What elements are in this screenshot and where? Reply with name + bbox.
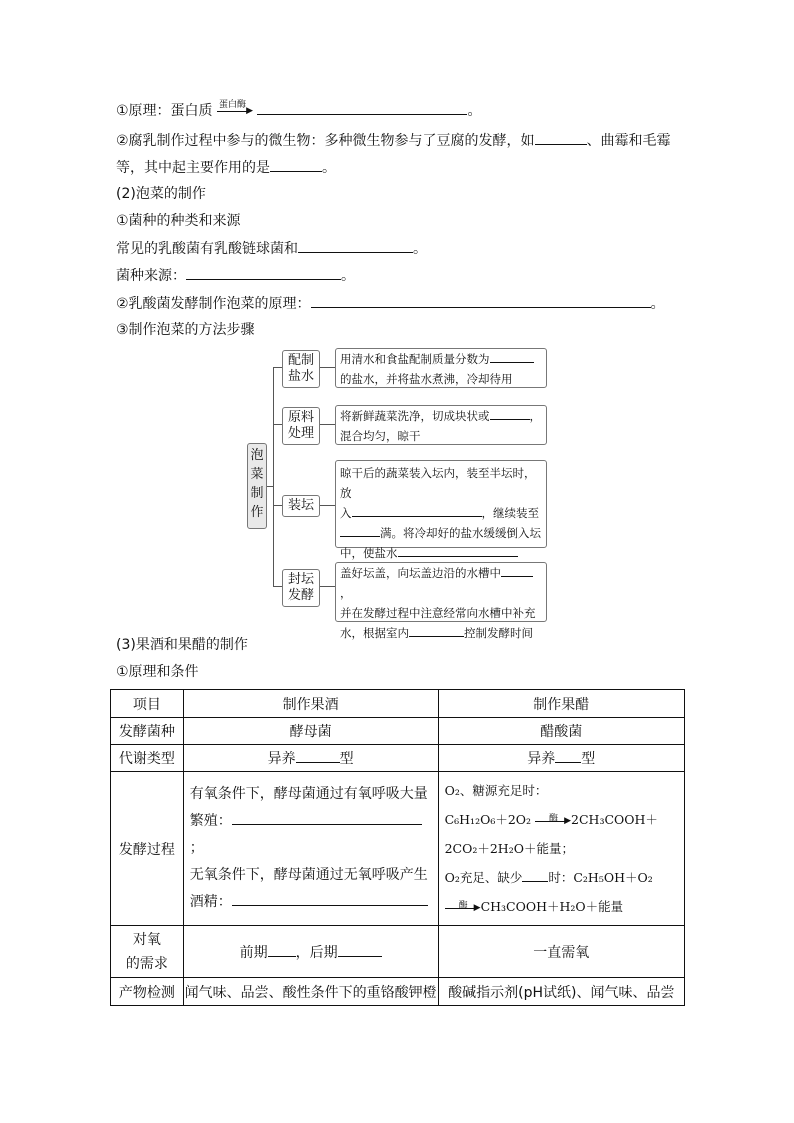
step-brine-desc bbox=[335, 348, 547, 388]
cell-text: ，后期 bbox=[295, 944, 338, 961]
section-heading: (3)果酒和果醋的制作 bbox=[116, 637, 248, 653]
step-jar bbox=[282, 495, 320, 517]
cell-text: 2CO₂＋2H₂O＋能量； bbox=[444, 841, 574, 856]
desc-text: 晾干后的蔬菜装入坛内，装至半坛时，放 bbox=[340, 466, 536, 500]
step-label: 封坛 bbox=[287, 572, 314, 587]
table-cell: 一直需氧 bbox=[438, 926, 684, 978]
table-cell: 酸碱指示剂(pH试纸)、闻气味、品尝 bbox=[438, 978, 684, 1006]
connector-line bbox=[320, 367, 335, 368]
answer-blank[interactable] bbox=[311, 293, 651, 308]
desc-text: 将新鲜蔬菜洗净，切成块状或 bbox=[340, 409, 490, 423]
arrow-label: 蛋白酶 bbox=[219, 100, 247, 110]
microbes-line-2 bbox=[116, 157, 336, 178]
table-cell: 发酵过程 bbox=[111, 772, 184, 926]
table-header-row bbox=[111, 690, 685, 718]
flow-root-box bbox=[247, 443, 267, 529]
step-label: 配制 bbox=[287, 353, 314, 368]
connector-line bbox=[273, 586, 282, 587]
desc-text: 混合均匀，晾干 bbox=[340, 429, 421, 443]
desc-text: ， bbox=[340, 586, 352, 600]
desc-text: 入 bbox=[340, 506, 352, 520]
table-cell bbox=[111, 926, 184, 978]
answer-blank[interactable] bbox=[535, 130, 587, 145]
desc-text: 满。将冷却好的盐水缓缓倒入坛 bbox=[380, 526, 541, 540]
desc-text: ， bbox=[529, 409, 541, 423]
subsection-heading: ①原理和条件 bbox=[116, 664, 199, 680]
step-material-desc bbox=[335, 405, 547, 445]
period: 。 bbox=[467, 103, 482, 119]
connector-line bbox=[273, 424, 282, 425]
step-label: 装坛 bbox=[287, 498, 314, 513]
step-seal bbox=[282, 569, 320, 607]
desc-text: 水，根据室内 bbox=[340, 626, 409, 640]
table-row bbox=[111, 926, 685, 978]
step-seal-desc bbox=[335, 562, 547, 640]
cell-text: O₂充足、缺少 bbox=[444, 870, 523, 885]
table-cell bbox=[183, 926, 438, 978]
subsection-heading: ①菌种的种类和来源 bbox=[116, 213, 241, 229]
desc-text: 并在发酵过程中注意经常向水槽中补充 bbox=[340, 606, 536, 620]
steps-heading: ③制作泡菜的方法步骤 bbox=[116, 322, 255, 338]
comparison-table bbox=[110, 689, 685, 1006]
reaction-arrow-icon: 酶 ▶ bbox=[535, 814, 571, 828]
step-jar-desc bbox=[335, 460, 547, 560]
desc-text: 用清水和食盐配制质量分数为 bbox=[340, 352, 490, 366]
cell-text: 时：C₂H₅OH＋O₂ bbox=[548, 870, 653, 885]
root-char: 菜 bbox=[250, 467, 264, 482]
microbes-text: ②腐乳制作过程中参与的微生物：多种微生物参与了豆腐的发酵，如 bbox=[116, 133, 535, 149]
answer-blank[interactable] bbox=[522, 867, 548, 882]
answer-blank[interactable] bbox=[555, 748, 581, 763]
answer-blank[interactable] bbox=[268, 942, 296, 957]
table-cell bbox=[183, 745, 438, 772]
answer-blank[interactable] bbox=[398, 544, 518, 557]
table-row bbox=[111, 745, 685, 772]
cell-text: 繁殖： bbox=[189, 813, 232, 829]
reaction-arrow-icon: 酶 ▶ bbox=[445, 901, 481, 915]
microbes-text-3: 等，其中起主要作用的是 bbox=[116, 160, 270, 176]
answer-blank[interactable] bbox=[296, 748, 340, 763]
section-heading: (2)泡菜的制作 bbox=[116, 186, 206, 202]
period: 。 bbox=[322, 160, 336, 176]
desc-text: 盖好坛盖，向坛盖边沿的水槽中 bbox=[340, 566, 501, 580]
desc-text: 中，使盐水 bbox=[340, 546, 398, 560]
root-char: 泡 bbox=[250, 448, 264, 463]
answer-blank[interactable] bbox=[352, 504, 482, 517]
table-header: 制作果酒 bbox=[183, 690, 438, 718]
cell-text: ； bbox=[189, 840, 204, 856]
connector-line bbox=[273, 367, 282, 368]
table-cell: 酵母菌 bbox=[183, 718, 438, 745]
table-row bbox=[111, 978, 685, 1006]
table-header: 制作果醋 bbox=[438, 690, 684, 718]
arrow-label: 酶 bbox=[458, 900, 468, 911]
microbes-text-2: 、曲霉和毛霉 bbox=[586, 133, 671, 149]
connector-line bbox=[273, 367, 274, 586]
table-cell: 闻气味、品尝、酸性条件下的重铬酸钾橙 bbox=[183, 978, 438, 1006]
cell-text: C₆H₁₂O₆＋2O₂ bbox=[444, 812, 532, 827]
strain-line bbox=[116, 238, 427, 259]
cell-text: 2CH₃COOH＋ bbox=[571, 812, 658, 827]
arrow-label: 酶 bbox=[549, 813, 559, 824]
answer-blank[interactable] bbox=[186, 265, 341, 280]
source-line bbox=[116, 265, 355, 286]
principle-prefix: ①原理：蛋白质 bbox=[116, 103, 213, 119]
table-cell: 产物检测 bbox=[111, 978, 184, 1006]
answer-blank[interactable] bbox=[232, 810, 422, 825]
connector-line bbox=[320, 586, 335, 587]
lactic-principle-text: ②乳酸菌发酵制作泡菜的原理： bbox=[116, 296, 311, 312]
table-header: 项目 bbox=[111, 690, 184, 718]
answer-blank[interactable] bbox=[490, 407, 530, 420]
answer-blank[interactable] bbox=[490, 350, 534, 363]
answer-blank[interactable] bbox=[501, 564, 533, 577]
cell-text: 型 bbox=[581, 751, 596, 767]
cell-text: 异养 bbox=[527, 751, 556, 767]
step-label: 盐水 bbox=[287, 369, 314, 384]
table-row bbox=[111, 772, 685, 926]
root-char: 作 bbox=[250, 505, 264, 520]
table-cell bbox=[438, 745, 684, 772]
cell-text: 型 bbox=[339, 751, 354, 767]
answer-blank[interactable] bbox=[409, 624, 464, 637]
step-material bbox=[282, 407, 320, 445]
answer-blank[interactable] bbox=[340, 524, 380, 537]
step-label: 处理 bbox=[287, 426, 314, 441]
table-cell: 醋酸菌 bbox=[438, 718, 684, 745]
period: 。 bbox=[650, 296, 665, 312]
answer-blank[interactable] bbox=[232, 891, 428, 906]
microbes-line bbox=[116, 130, 671, 151]
cell-text: O₂、糖源充足时： bbox=[444, 783, 548, 798]
period: 。 bbox=[341, 268, 355, 284]
cell-text: 酒精： bbox=[189, 894, 232, 910]
desc-text: 的盐水，并将盐水煮沸，冷却待用 bbox=[340, 372, 513, 386]
connector-line bbox=[320, 424, 335, 425]
cell-text: 的需求 bbox=[125, 955, 168, 972]
root-char: 制 bbox=[250, 486, 264, 501]
answer-blank[interactable] bbox=[298, 238, 413, 253]
step-label: 原料 bbox=[287, 410, 314, 425]
cell-text: 对氧 bbox=[132, 931, 161, 948]
cell-text: 无氧条件下，酵母菌通过无氧呼吸产生 bbox=[189, 867, 428, 883]
answer-blank[interactable] bbox=[257, 100, 467, 115]
principle-line bbox=[116, 100, 481, 121]
step-label: 发酵 bbox=[287, 588, 314, 603]
source-text: 菌种来源： bbox=[116, 268, 186, 284]
reaction-arrow-icon: 蛋白酶 ▶ bbox=[217, 104, 253, 118]
answer-blank[interactable] bbox=[270, 157, 322, 172]
cell-text: 异养 bbox=[267, 751, 296, 767]
lactic-principle-line bbox=[116, 293, 665, 314]
connector-line bbox=[273, 505, 282, 506]
table-row bbox=[111, 718, 685, 745]
cell-text: 有氧条件下，酵母菌通过有氧呼吸大量 bbox=[189, 786, 428, 802]
cell-text: 前期 bbox=[239, 944, 268, 961]
table-cell bbox=[438, 772, 684, 926]
step-brine bbox=[282, 350, 320, 388]
desc-text: ，继续装至 bbox=[481, 506, 539, 520]
cell-text: CH₃COOH＋H₂O＋能量 bbox=[480, 899, 624, 914]
connector-line bbox=[320, 505, 335, 506]
period: 。 bbox=[413, 241, 427, 257]
desc-text: 控制发酵时间 bbox=[464, 626, 533, 640]
table-cell bbox=[183, 772, 438, 926]
answer-blank[interactable] bbox=[338, 942, 382, 957]
table-cell: 发酵菌种 bbox=[111, 718, 184, 745]
strain-text: 常见的乳酸菌有乳酸链球菌和 bbox=[116, 241, 298, 257]
table-cell: 代谢类型 bbox=[111, 745, 184, 772]
